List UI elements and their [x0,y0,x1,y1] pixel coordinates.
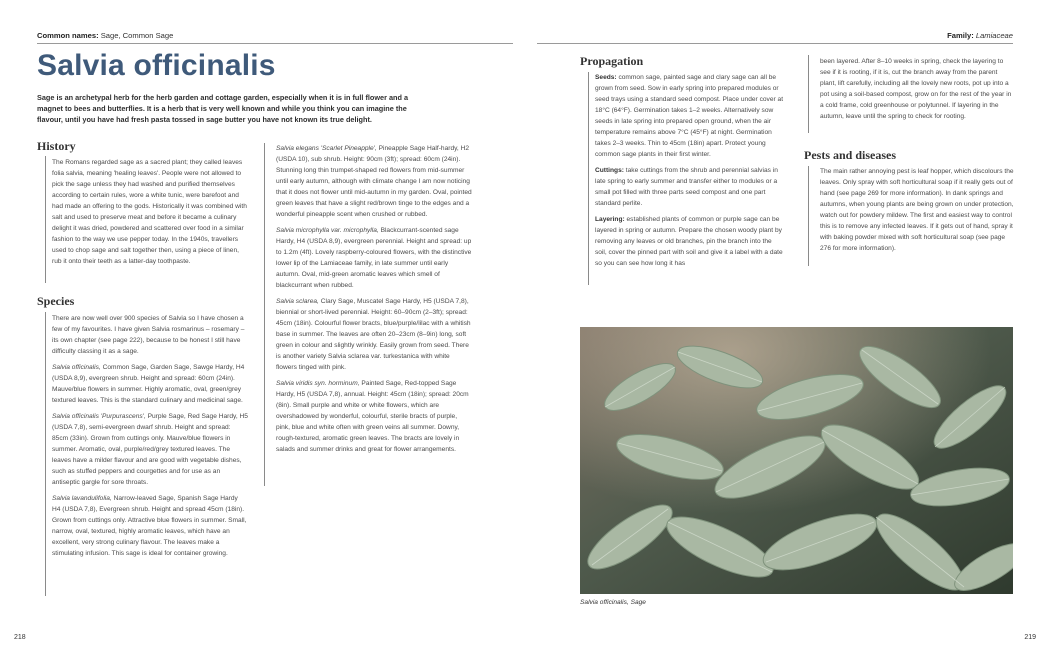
species-desc: Purple Sage, Red Sage Hardy, H5 (USDA 7,8), semi-evergreen dwarf shrub. Height and spread: 85cm (33in). Grown from cuttings only. Mauve/blue flowers in summer. Aromatic, oval, purple/red/grey textured leaves. The leaves have a milder flavour and are good with vegetable dishes, such as stuffed peppers and courgettes and for use as an antiseptic gargle for sore throats. [52,413,248,486]
species-entry [52,362,248,406]
species-name: Salvia officinalis 'Purpurascens', [52,413,146,420]
family-value: Lamiaceae [973,31,1013,40]
species-entry [52,411,248,488]
header-rule-right [537,43,1013,44]
page-number-right: 219 [1024,634,1036,641]
species-name: Salvia elegans 'Scarlet Pineapple', [276,145,377,152]
species-entry [276,296,472,373]
common-names [37,31,173,40]
family-label: Family: [947,31,974,40]
seeds-label: Seeds: [595,74,617,81]
page-title: Salvia officinalis [37,49,276,82]
propagation-divider [588,72,589,285]
propagation-heading: Propagation [580,54,644,68]
species-right-divider [264,143,265,486]
history-divider [45,156,46,283]
species-desc: Painted Sage, Red-topped Sage Hardy, H5 (USDA 7,8), annual. Height: 45cm (18in); spread: 20cm (8in). Small purple and white or white flowers, which are overshadowed by wonderful, colourful, sterile bracts of purple, pink, blue and white often with green veins all summer. Downy, rough-textured, aromatic green leaves. The bracts are lovely in salads and summer drinks and great for flower arrangements. [276,380,469,453]
species-entry [52,493,248,559]
sage-photo [580,327,1013,594]
layering-continued: been layered. After 8–10 weeks in spring, check the layering to see if it is rooting, if it is, cut the branch away from the parent plant, lift carefully, including all the lovely new roots, pot up into a pot using a soil-based compost, grow on for the rest of the year in a cold frame, cold greenhouse or polytunnel. If layering in the autumn, leave until the spring to check for rooting. [820,58,1012,120]
species-name: Salvia officinalis, [52,364,101,371]
header-rule-left [37,43,513,44]
species-column-right [276,143,472,460]
seeds-text: common sage, painted sage and clary sage can all be grown from seed. Sow in early spring into prepared modules or seed trays using a standard seed compost. Place under cover at 18°C (64°F). Germination takes 1–2 weeks. Alternatively sow seeds in late spring into prepared open ground, when the air temperature remains above 7°C (45°F) at night. Germination takes 2–3 weeks. Thin to 45cm (18in) apart. Protect young common sage plants in their first winter. [595,74,784,158]
history-text: The Romans regarded sage as a sacred plant; they called leaves folia salvia, meaning 'healing leaves'. People were not allowed to pick the sage unless they had washed and purified themselves according to certain rules, wore a white tunic, were barefoot and had made an offering to the gods. Historically it was combined with salt and used to preserve meat and before it became a culinary delight it was dried, powdered and scattered over food in a similar fashion to the way we use pepper today. In the 1940s, travellers used to chop sage and salt together then, using a piece of linen, rub it onto their teeth as a latter-day toothpaste. [52,159,247,265]
species-entry [276,378,472,455]
photo-caption: Salvia officinalis, Sage [580,599,646,606]
species-entry [276,225,472,291]
species-desc: Clary Sage, Muscatel Sage Hardy, H5 (USDA 7,8), biennial or short-lived perennial. Height: 60–90cm (2–3ft); spread: 45cm (18in). Colourful flower bracts, blue/purple/lilac with a whitish base in summer. The leaves are often 20–23cm (8–9in) long, soft green in colour and slightly wrinkly. Easily grown from seed. There is another variety Salvia sclarea var. turkestanica with white flowers tinged with pink. [276,298,471,371]
layering-text: established plants of common or purple sage can be layered in spring or autumn. Prepare the chosen woody plant by removing any leaves or old branches, pin the branch into the soil, cover the pinned part with soil and give it a label with a date so you can see how long it has [595,216,783,267]
cuttings-text: take cuttings from the shrub and perennial salvias in late spring to early summer and transfer either to modules or a small pot filled with three parts seed compost and one part standard perlite. [595,167,778,207]
propagation-layering [595,214,785,269]
species-intro: There are now well over 900 species of Salvia so I have chosen a few of my favourites. I have given Salvia rosmarinus – rosemary – its own chapter (see page 222), because to be honest I still have difficulty classing it as a sage. [52,315,245,355]
family [947,31,1013,40]
species-divider [45,312,46,596]
pests-text: The main rather annoying pest is leaf hopper, which discolours the leaves. Only spray with soft horticultural soap if it really gets out of hand (see page 269 for more information). In dank springs and autumns, when young plants are being grown on under protection, watch out for powdery mildew. The first and easiest way to control this is to remove any infected leaves. If it gets out of hand, spray it with baking powder mixed with soft horticultural soap (see page 276 for more information). [820,168,1014,252]
propagation-seeds [595,72,785,160]
species-name: Salvia viridis syn. horminum, [276,380,360,387]
species-desc: Common Sage, Garden Sage, Sawge Hardy, H4 (USDA 8,9), evergreen shrub. Height and spread: 60cm (24in). Mauve/blue flowers in summer. Highly aromatic, oval, green/grey textured leaves. This is the standard culinary and medicinal sage. [52,364,245,404]
pests-heading: Pests and diseases [804,148,897,162]
species-name: Salvia lavandulifolia, [52,495,112,502]
species-name: Salvia sclarea, [276,298,319,305]
sage-plant-illustration [580,327,1013,594]
species-name: Salvia microphylla var. microphylla, [276,227,379,234]
common-names-label: Common names: [37,31,99,40]
species-desc: Blackcurrant-scented sage Hardy, H4 (USDA 8,9), evergreen perennial. Height and spread: up to 1.2m (4ft). Lovely raspberry-coloured flowers, with the distinctive lower lip of the Lamiaceae family, in late summer until early autumn. Oval, mid-green aromatic leaves which smell of blackcurrant when rubbed. [276,227,472,289]
common-names-value: Sage, Common Sage [98,31,174,40]
species-heading: Species [37,294,75,308]
layering-cont-divider [808,55,809,133]
page-number-left: 218 [14,634,26,641]
cuttings-label: Cuttings: [595,167,624,174]
species-desc: Narrow-leaved Sage, Spanish Sage Hardy H4 (USDA 7,8), Evergreen shrub. Height and spread 45cm (18in). Grown from cuttings only. Attractive blue flowers in summer. Small, narrow, oval, textured, highly aromatic leaves, which have an excellent, very strong culinary flavour. The leaves make a stimulating infusion. This sage is ideal for container growing. [52,495,247,557]
species-column-left [52,313,248,564]
pests-divider [808,166,809,266]
history-heading: History [37,139,76,153]
layering-label: Layering: [595,216,625,223]
species-entry [276,143,472,220]
intro-paragraph: Sage is an archetypal herb for the herb garden and cottage garden, especially when it is in full flower and a magnet to bees and butterflies. It is a herb that is very well known and while you think you can imagine the flavour, until you have had fresh pasta tossed in sage butter you have not known its true delight. [37,93,409,125]
propagation-text [595,72,785,274]
propagation-cuttings [595,165,785,209]
species-desc: Pineapple Sage Half-hardy, H2 (USDA 10), sub shrub. Height: 90cm (3ft); spread: 60cm (24in). Stunning long thin trumpet-shaped red flowers from mid-summer until early autumn, although with climate change I am now noticing that it does not flower until mid-autumn in my garden. Oval, pointed green leaves that have a slight red/brown tinge to the edges and a wonderful pineapple scent when crushed or rubbed. [276,145,472,218]
